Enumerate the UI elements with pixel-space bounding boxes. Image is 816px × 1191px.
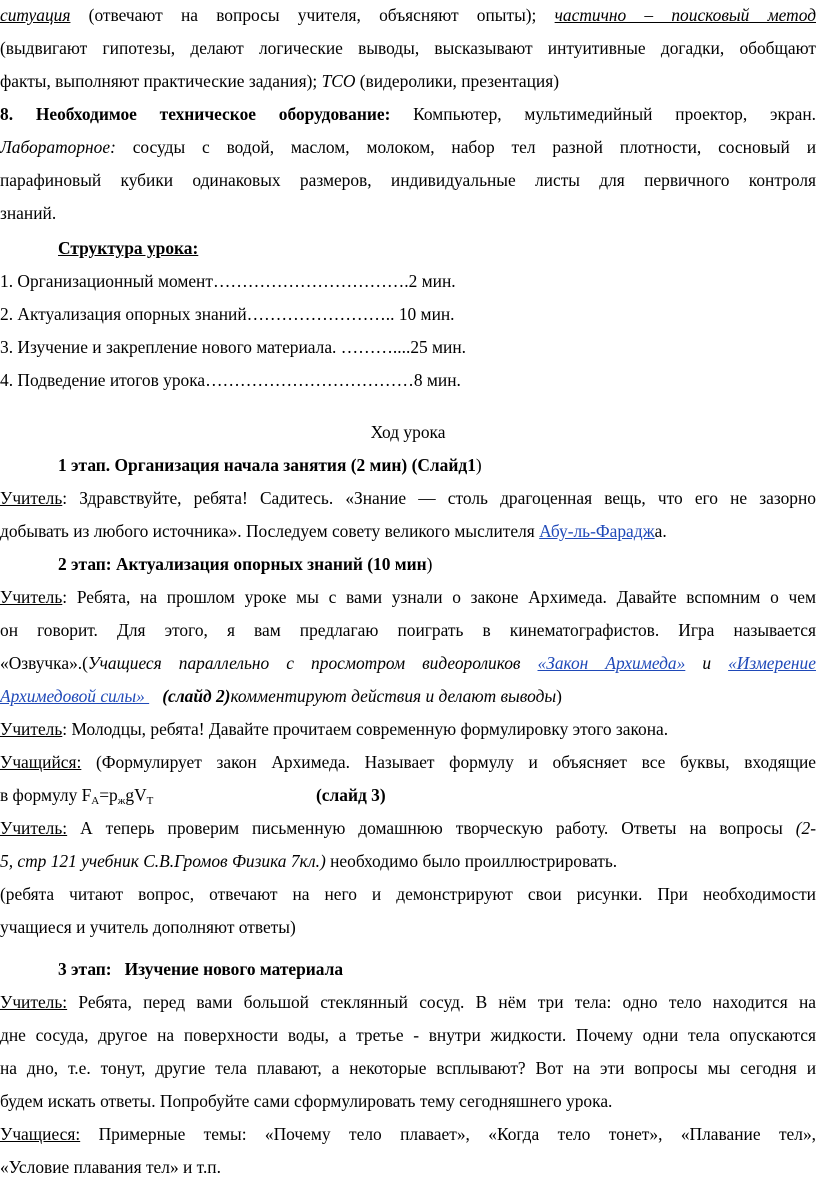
stage2-line-11: учащиеся и учитель дополняют ответы) bbox=[0, 917, 296, 937]
stage3-line-4: будем искать ответы. Попробуйте сами сформулировать тему сегодняшнего урока. bbox=[0, 1091, 613, 1111]
stage2-text: «Озвучка».( bbox=[0, 653, 88, 673]
equipment-heading: 8. Необходимое техническое оборудование: bbox=[0, 104, 391, 124]
stage2-line-1 bbox=[0, 582, 816, 614]
speaker-teacher: Учитель: bbox=[0, 818, 68, 838]
stage1-line-2 bbox=[0, 516, 816, 548]
equipment-line-1 bbox=[0, 99, 816, 131]
methods-text: (отвечают на вопросы учителя, объясняют опыты); bbox=[70, 5, 555, 25]
structure-heading: Структура урока: bbox=[58, 238, 199, 258]
stage1-text: : Здравствуйте, ребята! Садитесь. «Знание — столь драгоценная вещь, что его не зазорно bbox=[62, 488, 816, 508]
stage2-line-5 bbox=[0, 714, 816, 746]
slide-2-label: (слайд 2) bbox=[162, 686, 231, 706]
methods-text: (видеролики, презентация) bbox=[355, 71, 560, 91]
structure-item: 4. Подведение итогов урока………………………………8 мин. bbox=[0, 370, 461, 390]
methods-line-1 bbox=[0, 0, 816, 32]
stage2-italic-text: Учащиеся параллельно с просмотром видеороликов bbox=[87, 653, 538, 673]
stage2-line-3 bbox=[0, 648, 816, 680]
structure-item: 1. Организационный момент…………………………….2 мин. bbox=[0, 271, 456, 291]
equipment-text: сосуды с водой, маслом, молоком, набор тел разной плотности, сосновый и bbox=[115, 137, 816, 157]
method-term-situation: ситуация bbox=[0, 5, 71, 25]
stage1-heading bbox=[58, 450, 816, 482]
archimedes-force-video-link[interactable]: Архимедовой силы» bbox=[0, 686, 150, 706]
stage3-text: Примерные темы: «Почему тело плавает», «Когда тело тонет», «Плавание тел», bbox=[80, 1124, 816, 1144]
equipment-line-3: парафиновый кубики одинаковых размеров, индивидуальные листы для первичного контроля bbox=[0, 170, 816, 190]
stage2-text: (Формулирует закон Архимеда. Называет формулу и объясняет все буквы, входящие bbox=[81, 752, 816, 772]
structure-item: 3. Изучение и закрепление нового материала. ………....25 мин. bbox=[0, 337, 467, 357]
stage2-heading bbox=[58, 549, 816, 581]
stage3-line-5 bbox=[0, 1119, 816, 1151]
formula-sub: ж bbox=[117, 795, 126, 807]
tso-term: ТСО bbox=[321, 71, 356, 91]
stage2-heading-text: 2 этап: Актуализация опорных знаний (10 мин bbox=[58, 554, 427, 574]
speaker-teacher: Учитель: bbox=[0, 992, 68, 1012]
speaker-teacher: Учитель bbox=[0, 587, 63, 607]
archimedes-formula bbox=[0, 785, 153, 805]
speaker-teacher: Учитель bbox=[0, 488, 63, 508]
stage2-text: необходимо было проиллюстрировать. bbox=[325, 851, 618, 871]
speaker-teacher: Учитель bbox=[0, 719, 63, 739]
stage2-text: ) bbox=[556, 686, 562, 706]
course-title: Ход урока bbox=[370, 422, 446, 442]
formula-sub: A bbox=[91, 795, 100, 807]
equipment-line-4: знаний. bbox=[0, 203, 57, 223]
slide-3-label: (слайд 3) bbox=[316, 785, 386, 805]
stage3-line-3: на дно, т.е. тонут, другие тела плавают, а некоторые всплывают? Вот на эти вопросы мы сегодня и bbox=[0, 1058, 816, 1078]
equipment-text: Компьютер, мультимедийный проектор, экран. bbox=[390, 104, 816, 124]
stage1-text: добывать из любого источника». Последуем совету великого мыслителя bbox=[0, 521, 540, 541]
stage3-heading: 3 этап: Изучение нового материала bbox=[58, 959, 344, 979]
stage2-line-6 bbox=[0, 747, 816, 779]
stage2-line-10: (ребята читают вопрос, отвечают на него и демонстрируют свои рисунки. При необходимости bbox=[0, 884, 816, 904]
archimedes-force-video-link[interactable]: «Измерение bbox=[728, 653, 816, 673]
methods-text: факты, выполняют практические задания); bbox=[0, 71, 322, 91]
stage3-line-2: дне сосуда, другое на поверхности воды, а третье - внутри жидкости. Почему одни тела опускаются bbox=[0, 1025, 816, 1045]
stage1-text: а. bbox=[654, 521, 667, 541]
abu-l-faraj-link[interactable]: Абу-ль-Фарадж bbox=[539, 521, 655, 541]
lab-term: Лабораторное: bbox=[0, 137, 116, 157]
stage2-italic-text: комментируют действия и делают выводы bbox=[230, 686, 557, 706]
formula-sub: T bbox=[146, 795, 154, 807]
stage2-italic-text: (2- bbox=[795, 818, 816, 838]
stage2-text: А теперь проверим письменную домашнюю творческую работу. Ответы на вопросы bbox=[67, 818, 796, 838]
stage3-line-6: «Условие плавания тел» и т.п. bbox=[0, 1157, 221, 1177]
stage2-text: : Молодцы, ребята! Давайте прочитаем современную формулировку этого закона. bbox=[62, 719, 669, 739]
methods-line-3 bbox=[0, 66, 816, 98]
stage2-text: : Ребята, на прошлом уроке мы с вами узнали о законе Архимеда. Давайте вспомним о чем bbox=[62, 587, 816, 607]
stage2-line-9 bbox=[0, 846, 816, 878]
method-term-partial-search: частично – поисковый метод bbox=[554, 5, 816, 25]
formula-part: в формулу F bbox=[0, 785, 92, 805]
stage2-line-7 bbox=[0, 780, 816, 812]
formula-part: =p bbox=[99, 785, 118, 805]
stage3-text: Ребята, перед вами большой стеклянный сосуд. В нём три тела: одно тело находится на bbox=[67, 992, 816, 1012]
stage1-heading-paren: ) bbox=[475, 455, 482, 475]
stage2-line-2: он говорит. Для этого, я вам предлагаю поиграть в кинематографистов. Игра называется bbox=[0, 620, 816, 640]
stage2-heading-paren: ) bbox=[426, 554, 433, 574]
equipment-line-2 bbox=[0, 132, 816, 164]
structure-item: 2. Актуализация опорных знаний…………………….. 10 мин. bbox=[0, 304, 455, 324]
stage1-heading-text: 1 этап. Организация начала занятия (2 мин) (Слайд1 bbox=[58, 455, 476, 475]
stage2-line-8 bbox=[0, 813, 816, 845]
speaker-students: Учащиеся: bbox=[0, 1124, 81, 1144]
stage2-line-4 bbox=[0, 681, 816, 713]
methods-line-2: (выдвигают гипотезы, делают логические выводы, высказывают интуитивные догадки, обобщают bbox=[0, 38, 816, 58]
speaker-student: Учащийся: bbox=[0, 752, 82, 772]
textbook-reference: 5, стр 121 учебник С.В.Громов Физика 7кл.) bbox=[0, 851, 326, 871]
stage2-italic-text: и bbox=[685, 653, 729, 673]
archimedes-law-video-link[interactable]: «Закон Архимеда» bbox=[537, 653, 686, 673]
stage3-line-1 bbox=[0, 987, 816, 1019]
formula-part: gV bbox=[125, 785, 147, 805]
spacer bbox=[149, 686, 162, 706]
stage1-line-1 bbox=[0, 483, 816, 515]
